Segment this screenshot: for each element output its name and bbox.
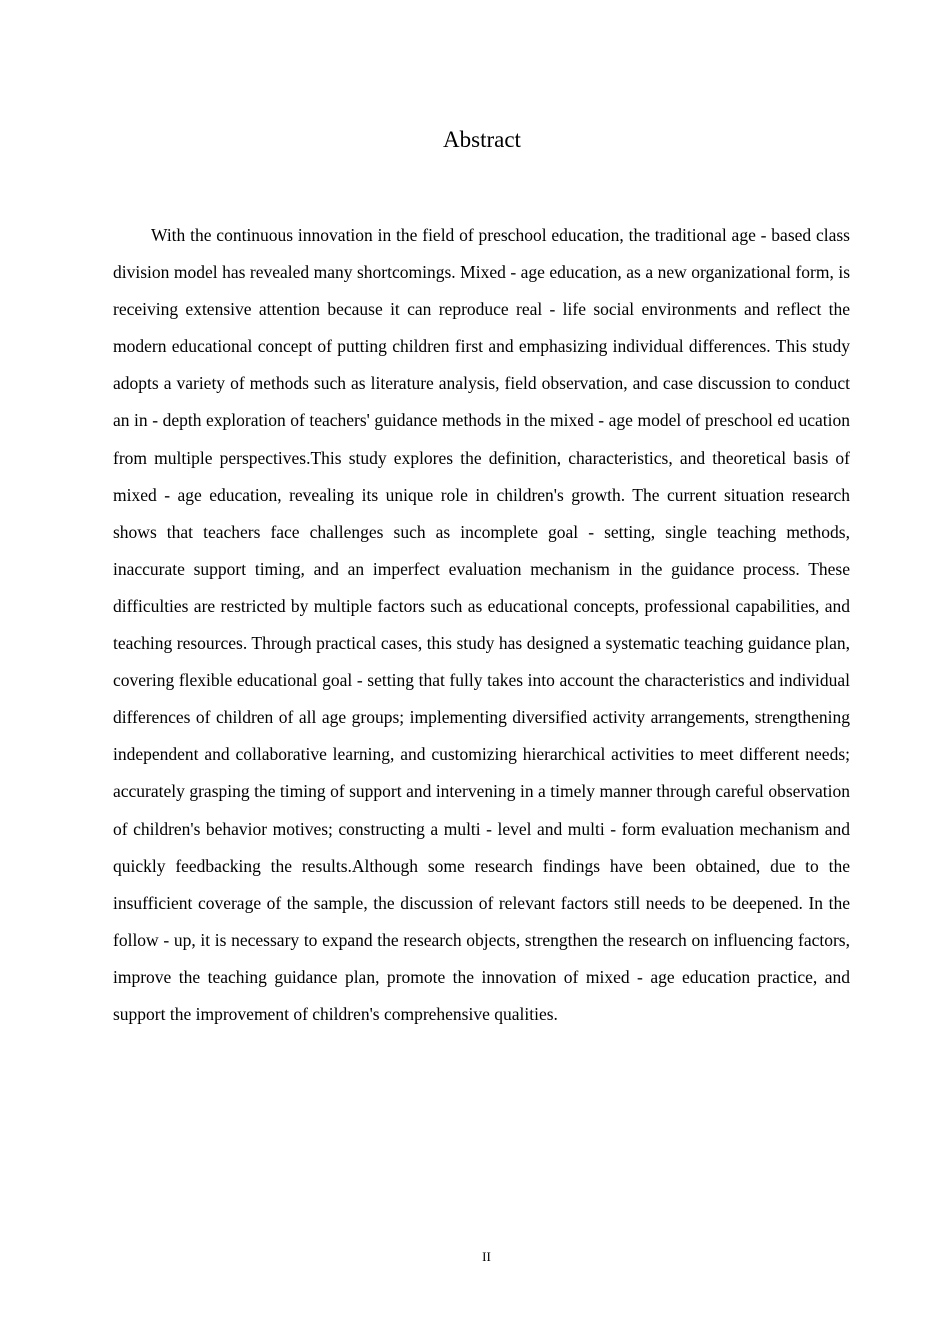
- page-number: II: [482, 1249, 491, 1264]
- abstract-body-paragraph: With the continuous innovation in the field of preschool education, the traditional age - based class division model has revealed many shortcomings. Mixed - age education, as a new organizational form, is receiving extensive attention because it can reproduce real - life social environments and reflect the modern educational concept of putting children first and emphasizing individual differences. This study adopts a variety of methods such as literature analysis, field observation, and case discussion to conduct an in - depth exploration of teachers' guidance methods in the mixed - age model of preschool ed ucation from multiple perspectives.This study explores the definition, characteristics, and theoretical basis of mixed - age education, revealing its unique role in children's growth. The current situation research shows that teachers face challenges such as incomplete goal - setting, single teaching methods, inaccurate support timing, and an imperfect evaluation mechanism in the guidance process. These difficulties are restricted by multiple factors such as educational concepts, professional capabilities, and teaching resources. Through practical cases, this study has designed a systematic teaching guidance plan, covering flexible educational goal - setting that fully takes into account the characteristics and individual differences of children of all age groups; implementing diversified activity arrangements, strengthening independent and collaborative learning, and customizing hierarchical activities to meet different needs; accurately grasping the timing of support and intervening in a timely manner through careful observation of children's behavior motives; constructing a multi - level and multi - form evaluation mechanism and quickly feedbacking the results.Although some research findings have been obtained, due to the insufficient coverage of the sample, the discussion of relevant factors still needs to be deepened. In the follow - up, it is necessary to expand the research objects, strengthen the research on influencing factors, improve the teaching guidance plan, promote the innovation of mixed - age education practice, and support the improvement of children's comprehensive qualities.: [113, 225, 850, 1024]
- abstract-title: Abstract: [443, 127, 521, 152]
